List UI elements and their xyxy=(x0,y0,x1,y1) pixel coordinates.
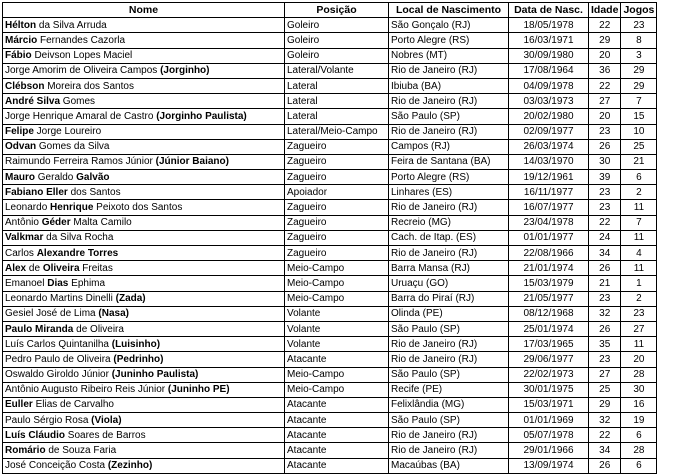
player-name-bold-part: Fábio xyxy=(5,50,32,62)
position-cell: Meio-Campo xyxy=(285,291,389,306)
player-name-cell xyxy=(3,321,285,336)
birthplace-cell: São Paulo (SP) xyxy=(389,109,509,124)
player-name-part: Jorge Loureiro xyxy=(33,126,102,138)
games-cell: 7 xyxy=(621,94,657,109)
player-name-part: Leonardo Martins Dinelli xyxy=(5,293,116,305)
birth-date-cell: 18/05/1978 xyxy=(509,18,589,33)
games-cell: 11 xyxy=(621,200,657,215)
games-cell: 11 xyxy=(621,337,657,352)
position-cell: Atacante xyxy=(285,397,389,412)
player-name-cell xyxy=(3,230,285,245)
age-cell: 34 xyxy=(589,246,621,261)
games-cell: 11 xyxy=(621,261,657,276)
birthplace-cell: Porto Alegre (RS) xyxy=(389,33,509,48)
table-row xyxy=(3,291,657,306)
position-cell: Apoiador xyxy=(285,185,389,200)
games-cell: 2 xyxy=(621,185,657,200)
age-cell: 20 xyxy=(589,109,621,124)
player-name-part: da Silva Rocha xyxy=(43,232,114,244)
birthplace-cell: Rio de Janeiro (RJ) xyxy=(389,200,509,215)
birth-date-cell: 02/09/1977 xyxy=(509,124,589,139)
birthplace-cell: Rio de Janeiro (RJ) xyxy=(389,63,509,78)
player-name-cell xyxy=(3,48,285,63)
games-cell: 30 xyxy=(621,382,657,397)
player-name-cell xyxy=(3,33,285,48)
position-cell: Lateral/Meio-Campo xyxy=(285,124,389,139)
player-name-cell xyxy=(3,261,285,276)
age-cell: 34 xyxy=(589,443,621,458)
player-name-bold-part: (Luisinho) xyxy=(111,338,161,350)
table-row xyxy=(3,78,657,93)
header-position: Posição xyxy=(285,3,389,18)
birth-date-cell: 16/11/1977 xyxy=(509,185,589,200)
player-name-cell xyxy=(3,337,285,352)
birthplace-cell: Rio de Janeiro (RJ) xyxy=(389,352,509,367)
table-row xyxy=(3,246,657,261)
player-name-part: Gesiel José de Lima xyxy=(5,308,99,320)
birth-date-cell: 04/09/1978 xyxy=(509,78,589,93)
player-name-cell xyxy=(3,139,285,154)
age-cell: 25 xyxy=(589,382,621,397)
player-name-cell xyxy=(3,18,285,33)
player-name-part: Pedro Paulo de Oliveira xyxy=(5,353,114,365)
birth-date-cell: 30/09/1980 xyxy=(509,48,589,63)
age-cell: 26 xyxy=(589,458,621,473)
table-row xyxy=(3,154,657,169)
birthplace-cell: Macaúbas (BA) xyxy=(389,458,509,473)
player-name-bold-part: Luís Cláudio xyxy=(5,429,65,441)
position-cell: Zagueiro xyxy=(285,246,389,261)
birth-date-cell: 17/03/1965 xyxy=(509,337,589,352)
player-name-bold-part: Euller xyxy=(5,399,33,411)
table-row xyxy=(3,109,657,124)
table-row xyxy=(3,367,657,382)
position-cell: Atacante xyxy=(285,443,389,458)
table-row xyxy=(3,230,657,245)
birthplace-cell: Barra do Piraí (RJ) xyxy=(389,291,509,306)
player-name-bold-part: Galvão xyxy=(76,171,110,183)
player-name-bold-part: Alex xyxy=(5,262,27,274)
player-name-part: Paulo Sérgio Rosa xyxy=(5,414,92,426)
birth-date-cell: 21/05/1977 xyxy=(509,291,589,306)
birthplace-cell: Porto Alegre (RS) xyxy=(389,170,509,185)
player-name-bold-part: (Viola) xyxy=(91,414,122,426)
games-cell: 6 xyxy=(621,428,657,443)
table-row xyxy=(3,215,657,230)
games-cell: 3 xyxy=(621,48,657,63)
player-name-part: Gomes da Silva xyxy=(36,141,110,153)
player-name-cell xyxy=(3,215,285,230)
position-cell: Zagueiro xyxy=(285,170,389,185)
player-name-cell xyxy=(3,109,285,124)
position-cell: Lateral xyxy=(285,78,389,93)
table-row xyxy=(3,170,657,185)
birthplace-cell: Rio de Janeiro (RJ) xyxy=(389,337,509,352)
player-name-part: Jorge Amorim de Oliveira Campos xyxy=(5,65,161,77)
table-row xyxy=(3,200,657,215)
player-name-cell xyxy=(3,78,285,93)
games-cell: 29 xyxy=(621,78,657,93)
age-cell: 36 xyxy=(589,63,621,78)
birth-date-cell: 17/08/1964 xyxy=(509,63,589,78)
table-row xyxy=(3,276,657,291)
player-name-bold-part: (Zada) xyxy=(115,293,146,305)
player-name-bold-part: Oliveira xyxy=(42,262,80,274)
birthplace-cell: São Gonçalo (RJ) xyxy=(389,18,509,33)
player-name-part: de Souza Faria xyxy=(45,445,117,457)
games-cell: 1 xyxy=(621,276,657,291)
birth-date-cell: 15/03/1971 xyxy=(509,397,589,412)
player-name-bold-part: (Zezinho) xyxy=(107,460,153,472)
player-name-bold-part: Odvan xyxy=(5,141,37,153)
player-name-cell xyxy=(3,367,285,382)
birth-date-cell: 01/01/1977 xyxy=(509,230,589,245)
player-name-cell xyxy=(3,352,285,367)
player-name-cell xyxy=(3,443,285,458)
birthplace-cell: Linhares (ES) xyxy=(389,185,509,200)
age-cell: 27 xyxy=(589,94,621,109)
player-name-bold-part: (Jorginho Paulista) xyxy=(156,110,247,122)
birthplace-cell: São Paulo (SP) xyxy=(389,413,509,428)
player-name-cell xyxy=(3,63,285,78)
birth-date-cell: 01/01/1969 xyxy=(509,413,589,428)
birthplace-cell: São Paulo (SP) xyxy=(389,321,509,336)
birthplace-cell: Ibiuba (BA) xyxy=(389,78,509,93)
player-name-cell xyxy=(3,413,285,428)
age-cell: 20 xyxy=(589,48,621,63)
player-name-cell xyxy=(3,291,285,306)
age-cell: 22 xyxy=(589,215,621,230)
age-cell: 29 xyxy=(589,397,621,412)
player-name-part: Deivson Lopes Maciel xyxy=(31,50,133,62)
position-cell: Zagueiro xyxy=(285,230,389,245)
birth-date-cell: 03/03/1973 xyxy=(509,94,589,109)
age-cell: 22 xyxy=(589,428,621,443)
table-row xyxy=(3,352,657,367)
age-cell: 32 xyxy=(589,413,621,428)
age-cell: 29 xyxy=(589,33,621,48)
player-name-bold-part: (Nasa) xyxy=(98,308,129,320)
age-cell: 23 xyxy=(589,185,621,200)
birthplace-cell: São Paulo (SP) xyxy=(389,367,509,382)
position-cell: Zagueiro xyxy=(285,215,389,230)
age-cell: 32 xyxy=(589,306,621,321)
player-name-part: Moreira dos Santos xyxy=(44,80,134,92)
player-name-bold-part: (Juninho PE) xyxy=(167,384,230,396)
player-name-bold-part: Dias xyxy=(47,277,69,289)
position-cell: Atacante xyxy=(285,352,389,367)
games-cell: 16 xyxy=(621,397,657,412)
player-name-part: Ephima xyxy=(68,277,106,289)
table-row xyxy=(3,321,657,336)
header-row xyxy=(3,3,657,18)
games-cell: 21 xyxy=(621,154,657,169)
table-row xyxy=(3,185,657,200)
birth-date-cell: 16/03/1971 xyxy=(509,33,589,48)
birthplace-cell: Feira de Santana (BA) xyxy=(389,154,509,169)
player-name-bold-part: (Pedrinho) xyxy=(113,353,164,365)
table-row xyxy=(3,337,657,352)
player-name-cell xyxy=(3,246,285,261)
player-name-bold-part: Felipe xyxy=(5,126,34,138)
player-name-bold-part: Clébson xyxy=(5,80,45,92)
games-cell: 20 xyxy=(621,352,657,367)
player-name-cell xyxy=(3,382,285,397)
games-cell: 28 xyxy=(621,367,657,382)
player-name-part: de xyxy=(26,262,43,274)
age-cell: 23 xyxy=(589,291,621,306)
player-name-cell xyxy=(3,124,285,139)
games-cell: 4 xyxy=(621,246,657,261)
age-cell: 26 xyxy=(589,261,621,276)
games-cell: 7 xyxy=(621,215,657,230)
player-name-part: Carlos xyxy=(5,247,37,259)
position-cell: Goleiro xyxy=(285,33,389,48)
player-name-bold-part: Mauro xyxy=(5,171,35,183)
position-cell: Atacante xyxy=(285,413,389,428)
table-row xyxy=(3,428,657,443)
squad-table-container xyxy=(2,2,657,474)
birthplace-cell: Recreio (MG) xyxy=(389,215,509,230)
position-cell: Volante xyxy=(285,337,389,352)
games-cell: 11 xyxy=(621,230,657,245)
games-cell: 8 xyxy=(621,33,657,48)
position-cell: Lateral xyxy=(285,109,389,124)
birth-date-cell: 29/06/1977 xyxy=(509,352,589,367)
position-cell: Goleiro xyxy=(285,48,389,63)
player-name-bold-part: Alexandre Torres xyxy=(36,247,119,259)
table-row xyxy=(3,94,657,109)
player-name-part: Freitas xyxy=(79,262,113,274)
birth-date-cell: 23/04/1978 xyxy=(509,215,589,230)
birthplace-cell: Nobres (MT) xyxy=(389,48,509,63)
age-cell: 26 xyxy=(589,321,621,336)
table-row xyxy=(3,33,657,48)
player-name-part: Elias de Carvalho xyxy=(32,399,114,411)
birth-date-cell: 19/12/1961 xyxy=(509,170,589,185)
player-name-bold-part: Géder xyxy=(41,217,71,229)
position-cell: Atacante xyxy=(285,428,389,443)
table-row xyxy=(3,382,657,397)
position-cell: Volante xyxy=(285,306,389,321)
player-name-bold-part: Henrique xyxy=(50,202,94,214)
player-name-cell xyxy=(3,185,285,200)
player-name-cell xyxy=(3,276,285,291)
position-cell: Lateral/Volante xyxy=(285,63,389,78)
player-name-cell xyxy=(3,306,285,321)
table-row xyxy=(3,139,657,154)
table-row xyxy=(3,48,657,63)
birth-date-cell: 25/01/1974 xyxy=(509,321,589,336)
age-cell: 23 xyxy=(589,200,621,215)
table-row xyxy=(3,413,657,428)
birthplace-cell: Rio de Janeiro (RJ) xyxy=(389,443,509,458)
player-name-cell xyxy=(3,458,285,473)
birthplace-cell: Rio de Janeiro (RJ) xyxy=(389,428,509,443)
birth-date-cell: 26/03/1974 xyxy=(509,139,589,154)
player-name-cell xyxy=(3,397,285,412)
header-games: Jogos xyxy=(621,3,657,18)
birth-date-cell: 05/07/1978 xyxy=(509,428,589,443)
player-name-bold-part: Hélton xyxy=(5,19,37,31)
table-row xyxy=(3,18,657,33)
player-name-bold-part: André Silva xyxy=(5,95,61,107)
games-cell: 2 xyxy=(621,291,657,306)
player-name-bold-part: Paulo Miranda xyxy=(5,323,74,335)
player-name-cell xyxy=(3,154,285,169)
birthplace-cell: Cach. de Itap. (ES) xyxy=(389,230,509,245)
age-cell: 26 xyxy=(589,139,621,154)
table-row xyxy=(3,397,657,412)
header-name: Nome xyxy=(3,3,285,18)
player-name-cell xyxy=(3,428,285,443)
player-name-part: Antônio Augusto Ribeiro Reis Júnior xyxy=(5,384,168,396)
header-birthplace: Local de Nascimento xyxy=(389,3,509,18)
birth-date-cell: 20/02/1980 xyxy=(509,109,589,124)
birth-date-cell: 15/03/1979 xyxy=(509,276,589,291)
birth-date-cell: 21/01/1974 xyxy=(509,261,589,276)
birthplace-cell: Rio de Janeiro (RJ) xyxy=(389,94,509,109)
games-cell: 6 xyxy=(621,458,657,473)
games-cell: 6 xyxy=(621,170,657,185)
games-cell: 15 xyxy=(621,109,657,124)
games-cell: 29 xyxy=(621,63,657,78)
player-name-part: José Conceição Costa xyxy=(5,460,108,472)
birth-date-cell: 30/01/1975 xyxy=(509,382,589,397)
birthplace-cell: Rio de Janeiro (RJ) xyxy=(389,124,509,139)
games-cell: 19 xyxy=(621,413,657,428)
player-name-part: Jorge Henrique Amaral de Castro xyxy=(5,110,157,122)
birthplace-cell: Recife (PE) xyxy=(389,382,509,397)
position-cell: Meio-Campo xyxy=(285,276,389,291)
birthplace-cell: Barra Mansa (RJ) xyxy=(389,261,509,276)
table-row xyxy=(3,443,657,458)
player-name-cell xyxy=(3,200,285,215)
player-name-part: Luís Carlos Quintanilha xyxy=(5,338,112,350)
age-cell: 22 xyxy=(589,78,621,93)
birthplace-cell: Campos (RJ) xyxy=(389,139,509,154)
table-row xyxy=(3,63,657,78)
birthplace-cell: Olinda (PE) xyxy=(389,306,509,321)
age-cell: 30 xyxy=(589,154,621,169)
birth-date-cell: 16/07/1977 xyxy=(509,200,589,215)
birth-date-cell: 22/02/1973 xyxy=(509,367,589,382)
age-cell: 22 xyxy=(589,18,621,33)
player-name-cell xyxy=(3,170,285,185)
player-name-bold-part: Valkmar xyxy=(5,232,44,244)
player-name-part: Emanoel xyxy=(5,277,48,289)
birth-date-cell: 13/09/1974 xyxy=(509,458,589,473)
position-cell: Zagueiro xyxy=(285,154,389,169)
age-cell: 23 xyxy=(589,352,621,367)
position-cell: Zagueiro xyxy=(285,200,389,215)
games-cell: 27 xyxy=(621,321,657,336)
player-name-part: da Silva Arruda xyxy=(36,19,107,31)
age-cell: 35 xyxy=(589,337,621,352)
player-name-part: Soares de Barros xyxy=(65,429,146,441)
birthplace-cell: Uruaçu (GO) xyxy=(389,276,509,291)
position-cell: Meio-Campo xyxy=(285,261,389,276)
player-name-bold-part: Márcio xyxy=(5,34,38,46)
birth-date-cell: 08/12/1968 xyxy=(509,306,589,321)
games-cell: 10 xyxy=(621,124,657,139)
position-cell: Goleiro xyxy=(285,18,389,33)
birth-date-cell: 14/03/1970 xyxy=(509,154,589,169)
player-name-cell xyxy=(3,94,285,109)
header-birth-date: Data de Nasc. xyxy=(509,3,589,18)
games-cell: 25 xyxy=(621,139,657,154)
birth-date-cell: 22/08/1966 xyxy=(509,246,589,261)
table-row xyxy=(3,124,657,139)
player-name-part: Raimundo Ferreira Ramos Júnior xyxy=(5,156,156,168)
player-name-part: Gomes xyxy=(60,95,96,107)
player-name-part: Antônio xyxy=(5,217,42,229)
games-cell: 23 xyxy=(621,18,657,33)
player-name-bold-part: (Juninho Paulista) xyxy=(111,369,199,381)
player-name-part: dos Santos xyxy=(67,186,121,198)
birthplace-cell: Felixlândia (MG) xyxy=(389,397,509,412)
birth-date-cell: 29/01/1966 xyxy=(509,443,589,458)
player-name-part: Peixoto dos Santos xyxy=(93,202,183,214)
player-name-bold-part: (Júnior Baiano) xyxy=(155,156,229,168)
player-name-part: Fernandes Cazorla xyxy=(37,34,126,46)
player-name-part: Leonardo xyxy=(5,202,51,214)
age-cell: 23 xyxy=(589,124,621,139)
squad-table xyxy=(2,2,657,474)
player-name-part: de Oliveira xyxy=(73,323,124,335)
player-name-bold-part: (Jorginho) xyxy=(160,65,210,77)
age-cell: 24 xyxy=(589,230,621,245)
games-cell: 23 xyxy=(621,306,657,321)
player-name-bold-part: Fabiano Eller xyxy=(5,186,68,198)
table-row xyxy=(3,306,657,321)
games-cell: 28 xyxy=(621,443,657,458)
player-name-part: Geraldo xyxy=(35,171,77,183)
age-cell: 39 xyxy=(589,170,621,185)
birthplace-cell: Rio de Janeiro (RJ) xyxy=(389,246,509,261)
player-name-bold-part: Romário xyxy=(5,445,46,457)
table-row xyxy=(3,458,657,473)
table-row xyxy=(3,261,657,276)
age-cell: 21 xyxy=(589,276,621,291)
position-cell: Lateral xyxy=(285,94,389,109)
player-name-part: Malta Camilo xyxy=(70,217,132,229)
table-body xyxy=(3,18,657,474)
position-cell: Zagueiro xyxy=(285,139,389,154)
position-cell: Atacante xyxy=(285,458,389,473)
player-name-part: Oswaldo Giroldo Júnior xyxy=(5,369,112,381)
position-cell: Volante xyxy=(285,321,389,336)
position-cell: Meio-Campo xyxy=(285,382,389,397)
age-cell: 27 xyxy=(589,367,621,382)
position-cell: Meio-Campo xyxy=(285,367,389,382)
header-age: Idade xyxy=(589,3,621,18)
